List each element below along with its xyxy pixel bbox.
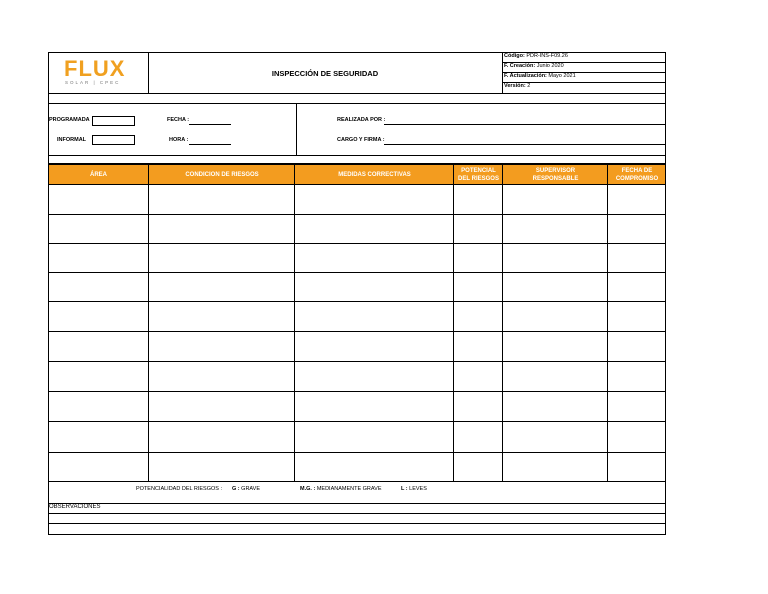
fecha-label: FECHA : — [167, 117, 190, 123]
meta-creacion: F. Creación: Junio 2020 — [504, 63, 564, 69]
informal-label: INFORMAL — [57, 137, 87, 143]
info-line-bottom — [48, 155, 666, 156]
observaciones-label: OBSERVACIONES — [49, 504, 101, 510]
col-header-area: ÁREA — [89, 171, 107, 178]
cargo-firma-field[interactable] — [384, 144, 666, 145]
table-row — [48, 421, 666, 422]
table-body — [48, 185, 666, 482]
observaciones-line-1[interactable] — [48, 513, 666, 514]
cargo-firma-label: CARGO Y FIRMA : — [337, 137, 385, 143]
col-header-supervisor: SUPERVISOR RESPONSABLE — [532, 167, 579, 182]
col-sep-3 — [453, 164, 454, 482]
meta-codigo: Código: PDR-INS-F09.26 — [504, 53, 568, 59]
logo-subtext: SOLAR | CPEC — [65, 80, 121, 85]
programada-label: PROGRAMADA — [49, 117, 90, 123]
col-sep-4 — [502, 164, 503, 482]
table-row — [48, 361, 666, 362]
info-line-top — [48, 103, 666, 104]
info-frame — [48, 94, 666, 164]
info-divider-left — [296, 103, 297, 155]
legend-grave: G : GRAVE — [232, 486, 261, 492]
logo-text: FLUX — [64, 56, 126, 81]
company-logo — [58, 58, 138, 88]
realizada-por-label: REALIZADA POR : — [337, 117, 386, 123]
col-header-potencial: POTENCIAL DEL RIESGOS — [458, 167, 499, 182]
col-header-fecha-compromiso: FECHA DE COMPROMISO — [615, 167, 659, 182]
table-row — [48, 391, 666, 392]
col-header-condicion: CONDICION DE RIESGOS — [185, 171, 259, 178]
meta-version: Versión: 2 — [504, 83, 531, 89]
observaciones-frame — [48, 482, 666, 535]
table-row — [48, 331, 666, 332]
legend-mediana: M.G. : MEDIANAMENTE GRAVE — [300, 486, 382, 492]
fecha-field[interactable] — [189, 124, 231, 125]
col-header-medidas: MEDIDAS CORRECTIVAS — [338, 171, 411, 178]
col-sep-5 — [607, 164, 608, 482]
legend-leves: L : LEVES — [401, 486, 427, 492]
table-row — [48, 452, 666, 453]
header-divider-meta — [502, 52, 503, 94]
col-sep-1 — [148, 164, 149, 482]
page-title: INSPECCIÓN DE SEGURIDAD — [271, 68, 379, 78]
informal-checkbox[interactable] — [92, 135, 135, 145]
table-row — [48, 214, 666, 215]
realizada-por-field[interactable] — [384, 124, 666, 125]
legend-title: POTENCIALIDAD DEL RIESGOS : — [136, 486, 222, 492]
observaciones-line-2[interactable] — [48, 523, 666, 524]
programada-checkbox[interactable] — [92, 116, 135, 126]
meta-actualizacion: F. Actualización: Mayo 2021 — [504, 73, 576, 79]
observaciones-line-top — [48, 503, 666, 504]
hora-field[interactable] — [189, 144, 231, 145]
table-row — [48, 243, 666, 244]
hora-label: HORA : — [169, 137, 189, 143]
table-row — [48, 272, 666, 273]
col-sep-2 — [294, 164, 295, 482]
table-row — [48, 301, 666, 302]
